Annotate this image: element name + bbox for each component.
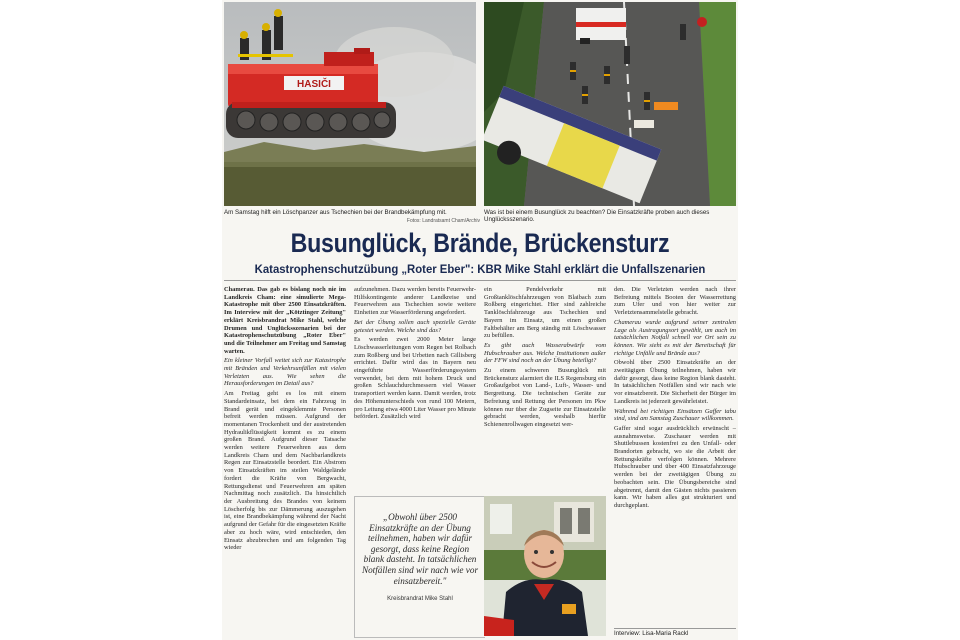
question-1: Ein kleiner Vorfall weitet sich zur Katastrophe mit Bränden und Verkehrsunfällen mit vielen Verletzten aus. Wie sehen die Herausforderungen im Detail aus? [224, 357, 346, 388]
divider [224, 280, 736, 281]
interview-credit: Interview: Lisa-Maria Rackl [614, 628, 736, 637]
photo-bus-accident [484, 2, 736, 206]
left-photo-credit: Fotos: Landratsamt Cham/Archiv [406, 218, 480, 224]
tank-label: HASIČI [297, 79, 331, 90]
article-headline: Busunglück, Brände, Brückensturz [290, 228, 670, 258]
question-4: Chamerau wurde aufgrund seiner zentralen Lage als Austragungsort gewählt, um auch im tatsächlichen Notfall schnell vor Ort sein zu können. Wie sieht es mit der Bereitschaft für richtige Unfälle und Brände aus? [614, 318, 736, 357]
question-5: Während bei richtigen Einsätzen Gaffer tabu sind, sind am Samstag Zuschauer willkommen. [614, 407, 736, 423]
lead-paragraph: Chamerau. Das gab es bislang noch nie im Landkreis Cham: eine simulierte Mega-Katastrophe mit über 2500 Einsatzkräften. Im Interview mit der „Kötztinger Zeitung" erklärt Kreisbrandrat Mike Stahl, welche Drumen und Unglücksszenarien bei der Katastrophenschutzübung „Roter Eber" und die Teilnehmer am Freitag und Samstag warten. [224, 286, 346, 355]
answer-1: Am Freitag geht es los mit einem Standardeinsatz, bei dem ein Fahrzeug in Brand gerät und eingeklemmte Personen befreit werden müssen. Aufgrund der momentanen Trockenheit und der austretenden Hydraulikflüssigkeit kommt es zu einem großen Brand. Aufgrund dieser Tatsache werden weitere Feuerwehren aus dem Landkreis Cham und dem Nachbarlandkreis Regen zur Einsatzstelle beordert. Ein Abstrom von Einsatzkräften im steilen Waldgelände fordert die Kräfte von Bergwacht, Rettungsdienst und Feuerwehren am späten Nachmittag noch zusätzlich. Da hinsichtlich der Ausbreitung des Brandes von keinem Löscherfolg bis zur Dämmerung auszugehen ist, eine Brandbekämpfung während der Nacht aufgrund der Gefahr für die eingesetzten Kräfte aber zu hoch wäre, wird entschieden, den Einsatz abzubrechen und am folgenden Tag wieder [224, 390, 346, 552]
column-2 [354, 286, 476, 492]
quote-author: Kreisbrandrat Mike Stahl [387, 596, 453, 603]
quote-text: „Obwohl über 2500 Einsatzkräfte an der Übung teilnehmen, haben wir dafür gesorgt, dass keine Region blank dasteht. In tatsächlichen Notfällen sind wir nach wie vor einsatzbereit." [361, 512, 479, 586]
answer-2: Es werden zwei 2000 Meter lange Löschwasserleitungen vom Regen bei Rolbach zum Roßberg und bei Urbetten nach Gillisberg errichtet. Dafür wird das in Bayern neu eingeführte Wasserförderungssystem verwendet, bei dem mit hohem Druck und großen Schlauchdurchmessern viel Wasser transportiert werden kann. Damit werden, trotz des Höhenunterschieds von rund 100 Metern, pro Leitung etwa 4000 Liter Wasser pro Minute befördert. Zusätzlich wird [354, 336, 476, 421]
article-subhead: Katastrophenschutzübung „Roter Eber": KBR Mike Stahl erklärt die Unfallszenarien [254, 262, 706, 276]
answer-4: Obwohl über 2500 Einsatzkräfte an der zweitägigen Übung teilnehmen, haben wir dafür gesorgt, dass keine Region blank dasteht. In tatsächlichen Notfällen sind wir nach wie vor einsatzbereit. Die Sicherheit der Bürger im Landkreis ist jederzeit gewährleistet. [614, 359, 736, 405]
photo-firefighting-tank [224, 2, 476, 206]
pull-quote [360, 498, 480, 634]
question-2: Bei der Übung sollen auch spezielle Geräte getestet werden. Welche sind das? [354, 318, 476, 334]
column-4 [614, 286, 736, 626]
left-photo-caption: Am Samstag hilft ein Löschpanzer aus Tschechien bei der Brandbekämpfung mit. [224, 209, 447, 216]
answer-2-cont: ein Pendelverkehr mit Großtanklöschfahrzeugen von Blaibach zum Roßberg eingerichtet. Hier sind zahlreiche Tanklöschfahrzeuge aus Tschechien und Bayern im Einsatz, um einen großen Faltbehälter am Berg ständig mit Löschwasser zu befüllen. [484, 286, 606, 340]
question-3: Es gibt auch Wasserabwürfe vom Hubschrauber aus. Welche Institutionen außer der FFW sind noch an der Übung beteiligt? [484, 341, 606, 365]
answer-3: Zu einem schweren Busunglück mit Brückensturz alarmiert die ILS Regensburg ein Großaufgebot von Land-, Luft-, Wasser- und Bergrettung. Die technischen Geräte zur Befreiung und Rettung der Personen im Pkw können nur über die Zugseite zur Einsatzstelle gebracht werden, weshalb hierfür Schienenrollwagen eingesetzt wer- [484, 367, 606, 428]
answer-1-cont: aufzunehmen. Dazu werden bereits Feuerwehr-Hilfskontingente anderer Landkreise und Feuerwehren aus Tschechien sowie weitere Einheiten zur Wasserförderung angefordert. [354, 286, 476, 317]
photo-portrait-mike-stahl [484, 496, 606, 636]
answer-5: Gaffer sind sogar ausdrücklich erwünscht – ausnahmsweise. Zuschauer werden mit Shuttlebussen kostenfrei zu den Unfall- oder Brandorten gebracht, wo sie die Arbeit der Rettungskräfte verfolgen können. Mehrere Hubschrauber und über 400 Einsatzfahrzeuge werden bei der zweitägigen Übung zu beobachten sein. Die Übungsbereiche sind abgetrennt, damit den Gästen nichts passieren kann. Wir haben alles gut strukturiert und durchgeplant. [614, 424, 736, 509]
right-photo-caption: Was ist bei einem Busunglück zu beachten? Die Einsatzkräfte proben auch dieses Unglücksszenario. [484, 209, 710, 224]
column-3 [484, 286, 606, 492]
column-1 [224, 286, 346, 638]
answer-3-cont: den. Die Verletzten werden nach ihrer Befreiung mittels Booten der Wasserrettung zum Ufer und von hier weiter zur Verletztensammelstelle gebracht. [614, 286, 736, 317]
